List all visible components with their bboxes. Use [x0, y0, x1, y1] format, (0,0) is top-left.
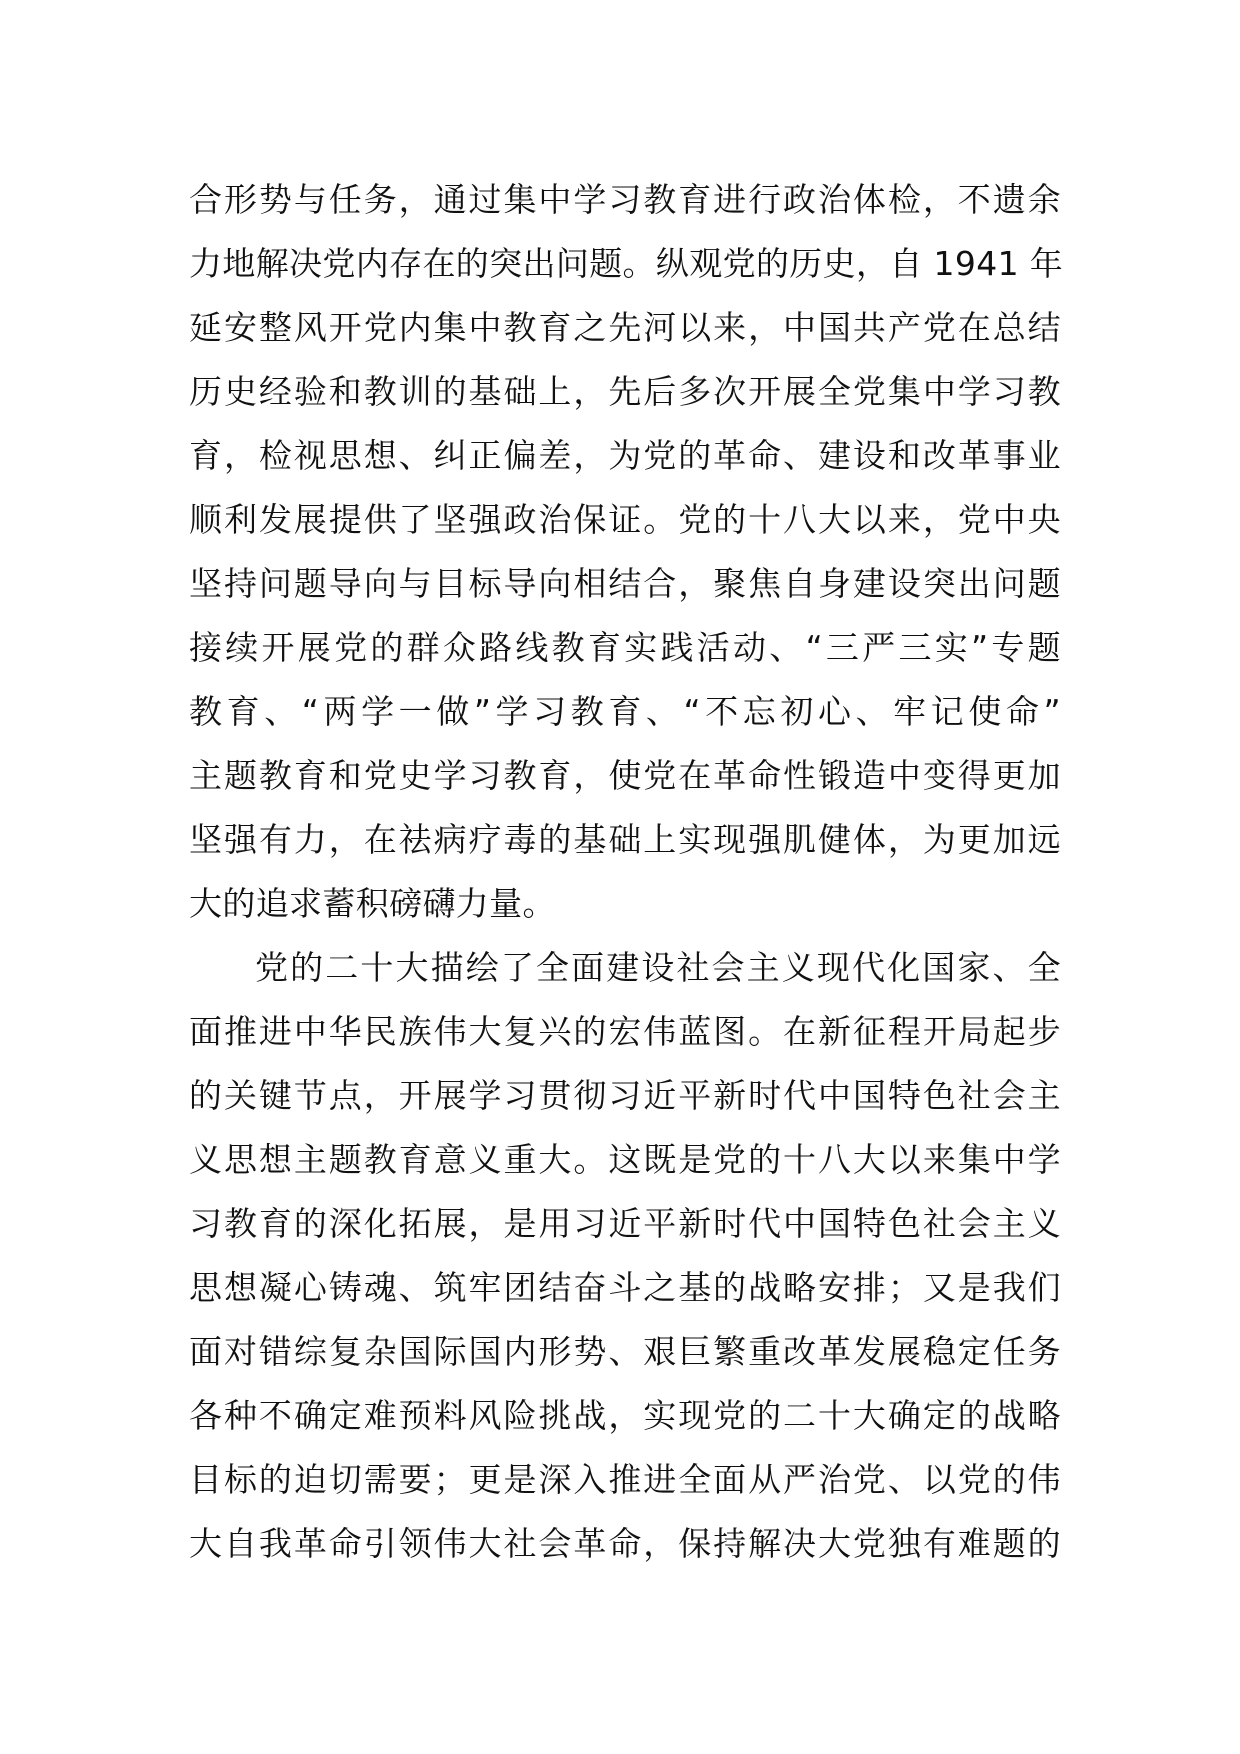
text-line: 面对错综复杂国际国内形势、艰巨繁重改革发展稳定任务	[189, 1332, 1061, 1371]
text-line: 党的二十大描绘了全面建设社会主义现代化国家、全	[255, 948, 1061, 987]
text-line: 大自我革命引领伟大社会革命，保持解决大党独有难题的	[189, 1524, 1061, 1563]
body-text	[189, 168, 1064, 1576]
text-line: 延安整风开党内集中教育之先河以来，中国共产党在总结	[189, 308, 1061, 347]
text-line: 面推进中华民族伟大复兴的宏伟蓝图。在新征程开局起步	[189, 1012, 1061, 1051]
text-line: 顺利发展提供了坚强政治保证。党的十八大以来，党中央	[189, 500, 1061, 539]
text-line: 思想凝心铸魂、筑牢团结奋斗之基的战略安排；又是我们	[189, 1268, 1061, 1307]
text-line: 的关键节点，开展学习贯彻习近平新时代中国特色社会主	[189, 1076, 1061, 1115]
text-line: 接续开展党的群众路线教育实践活动、“三严三实”专题	[189, 628, 1061, 667]
text-line: 教育、“两学一做”学习教育、“不忘初心、牢记使命”	[189, 692, 1061, 731]
text-line: 习教育的深化拓展，是用习近平新时代中国特色社会主义	[189, 1204, 1061, 1243]
paragraph-2	[189, 936, 1061, 1576]
text-line: 坚强有力，在祛病疗毒的基础上实现强肌健体，为更加远	[189, 820, 1061, 859]
text-line: 历史经验和教训的基础上，先后多次开展全党集中学习教	[189, 372, 1061, 411]
text-line: 力地解决党内存在的突出问题。纵观党的历史，自 1941 年	[189, 244, 1064, 283]
text-line: 育，检视思想、纠正偏差，为党的革命、建设和改革事业	[189, 436, 1061, 475]
text-line: 大的追求蓄积磅礴力量。	[189, 884, 556, 923]
text-line: 合形势与任务，通过集中学习教育进行政治体检，不遗余	[189, 180, 1061, 219]
text-line: 目标的迫切需要；更是深入推进全面从严治党、以党的伟	[189, 1460, 1061, 1499]
text-line: 各种不确定难预料风险挑战，实现党的二十大确定的战略	[189, 1396, 1061, 1435]
text-line: 主题教育和党史学习教育，使党在革命性锻造中变得更加	[189, 756, 1061, 795]
text-line: 义思想主题教育意义重大。这既是党的十八大以来集中学	[189, 1140, 1061, 1179]
text-line: 坚持问题导向与目标导向相结合，聚焦自身建设突出问题	[189, 564, 1061, 603]
paragraph-1	[189, 168, 1064, 936]
